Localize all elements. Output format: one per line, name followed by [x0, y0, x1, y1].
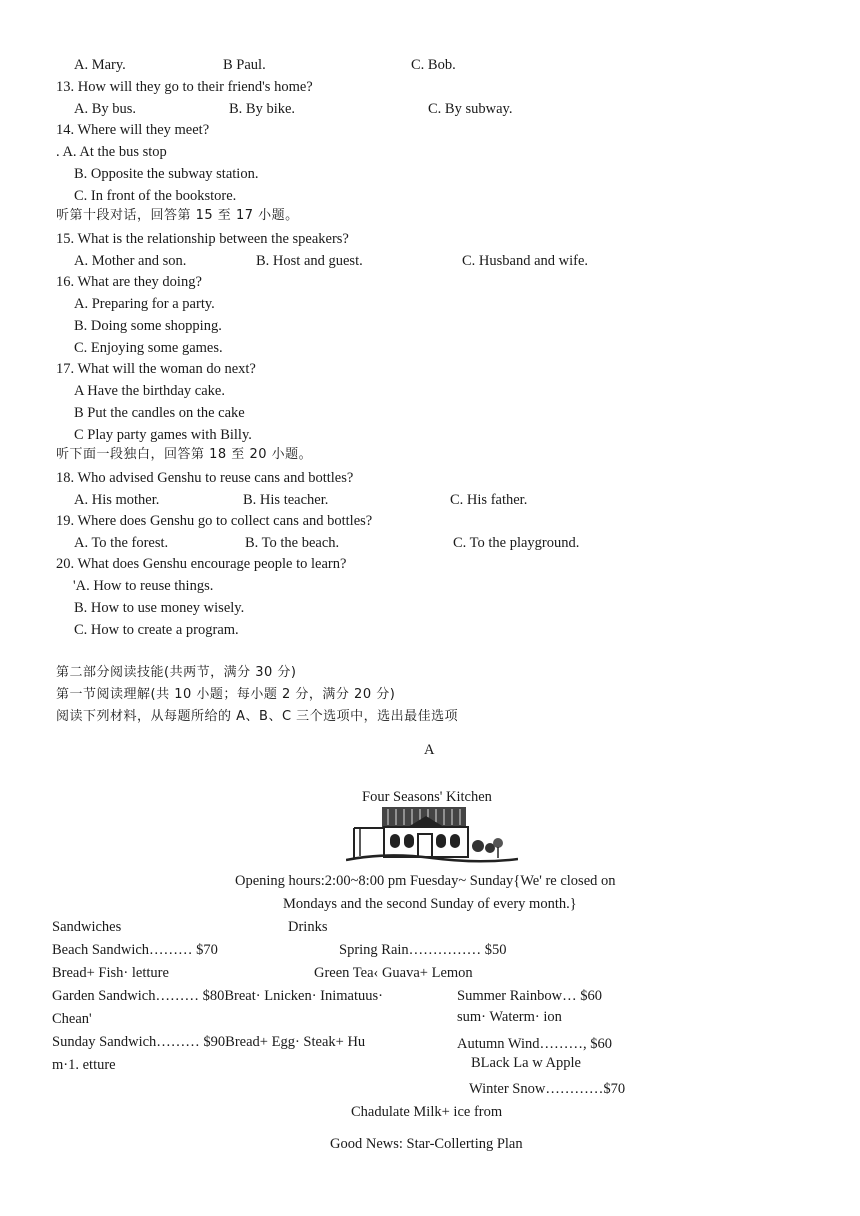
q18-option-b: B. His teacher.: [243, 492, 329, 508]
garden-sandwich-ingredients: Chean': [52, 1011, 92, 1027]
summer-rainbow-drink: Summer Rainbow… $60: [457, 988, 602, 1004]
q14-option-b: B. Opposite the subway station.: [74, 166, 259, 182]
q20-option-c: C. How to create a program.: [74, 622, 239, 638]
q15-option-a: A. Mother and son.: [74, 253, 187, 269]
passage-label: A: [424, 742, 435, 758]
beach-sandwich-ingredients: Bread+ Fish· letture: [52, 965, 169, 981]
q14-stem: 14. Where will they meet?: [56, 122, 210, 138]
q13-option-a: A. By bus.: [74, 101, 137, 117]
house-icon: [346, 806, 518, 864]
q15-option-b: B. Host and guest.: [256, 253, 363, 269]
restaurant-house-illustration: [346, 806, 518, 864]
q16-stem: 16. What are they doing?: [56, 274, 202, 290]
q17-option-c: C Play party games with Billy.: [74, 427, 252, 443]
sunday-sandwich: Sunday Sandwich……… $90Bread+ Egg· Steak+ Hu: [52, 1034, 366, 1050]
q14-option-a: . A. At the bus stop: [56, 144, 167, 160]
q20-stem: 20. What does Genshu encourage people to learn?: [56, 556, 347, 572]
q17-stem: 17. What will the woman do next?: [56, 361, 256, 377]
q19-stem: 19. Where does Genshu go to collect cans and bottles?: [56, 513, 373, 529]
menu-title: Four Seasons' Kitchen: [362, 789, 492, 805]
winter-snow-ingredients: Chadulate Milk+ ice from: [351, 1104, 503, 1120]
winter-snow-drink: Winter Snow…………$70: [469, 1081, 626, 1097]
q16-option-c: C. Enjoying some games.: [74, 340, 223, 356]
spring-rain-ingredients: Green Tea‹ Guava+ Lemon: [314, 965, 473, 981]
q19-option-c: C. To the playground.: [453, 535, 580, 551]
q17-option-a: A Have the birthday cake.: [74, 383, 225, 399]
autumn-wind-drink: Autumn Wind………, $60: [457, 1036, 613, 1052]
q19-option-a: A. To the forest.: [74, 535, 169, 551]
opening-hours-line1: Opening hours:2:00~8:00 pm Fuesday~ Sunday{We' re closed on: [235, 873, 616, 889]
spring-rain-drink: Spring Rain…………… $50: [339, 942, 507, 958]
drinks-header: Drinks: [288, 919, 328, 935]
q19-option-b: B. To the beach.: [245, 535, 340, 551]
garden-sandwich: Garden Sandwich……… $80Breat· Lnicken· Inimatuus·: [52, 988, 383, 1004]
section-monologue-instruction: 听下面一段独白，回答第 18 至 20 小题。: [56, 447, 313, 462]
q20-option-b: B. How to use money wisely.: [74, 600, 245, 616]
beach-sandwich: Beach Sandwich……… $70: [52, 942, 218, 958]
q17-option-b: B Put the candles on the cake: [74, 405, 245, 421]
q13-option-b: B. By bike.: [229, 101, 296, 117]
q14-option-c: C. In front of the bookstore.: [74, 188, 237, 204]
section-10-instruction: 听第十段对话，回答第 15 至 17 小题。: [56, 208, 299, 223]
q16-option-b: B. Doing some shopping.: [74, 318, 222, 334]
q13-stem: 13. How will they go to their friend's home?: [56, 79, 313, 95]
q12-option-c: C. Bob.: [411, 57, 456, 73]
q18-option-c: C. His father.: [450, 492, 528, 508]
q18-stem: 18. Who advised Genshu to reuse cans and bottles?: [56, 470, 354, 486]
q12-option-a: A. Mary.: [74, 57, 126, 73]
part2-section1-heading: 第一节阅读理解(共 10 小题；每小题 2 分，满分 20 分): [56, 687, 396, 702]
opening-hours-line2: Mondays and the second Sunday of every month.}: [283, 896, 577, 912]
q13-option-c: C. By subway.: [428, 101, 513, 117]
sandwiches-header: Sandwiches: [52, 919, 122, 935]
q15-option-c: C. Husband and wife.: [462, 253, 589, 269]
good-news-heading: Good News: Star-Collerting Plan: [330, 1136, 523, 1152]
part2-heading: 第二部分阅读技能(共两节，满分 30 分): [56, 665, 297, 680]
q15-stem: 15. What is the relationship between the speakers?: [56, 231, 349, 247]
q20-option-a: 'A. How to reuse things.: [73, 578, 214, 594]
sunday-sandwich-ingredients: m·1. etture: [52, 1057, 116, 1073]
reading-instruction: 阅读下列材料，从每题所给的 A、B、C 三个选项中，选出最佳选项: [56, 709, 459, 724]
q16-option-a: A. Preparing for a party.: [74, 296, 215, 312]
q12-option-b: B Paul.: [223, 57, 266, 73]
q18-option-a: A. His mother.: [74, 492, 160, 508]
summer-rainbow-ingredients: sum· Waterm· ion: [457, 1009, 562, 1025]
autumn-wind-ingredients: BLack La w Apple: [471, 1055, 581, 1071]
